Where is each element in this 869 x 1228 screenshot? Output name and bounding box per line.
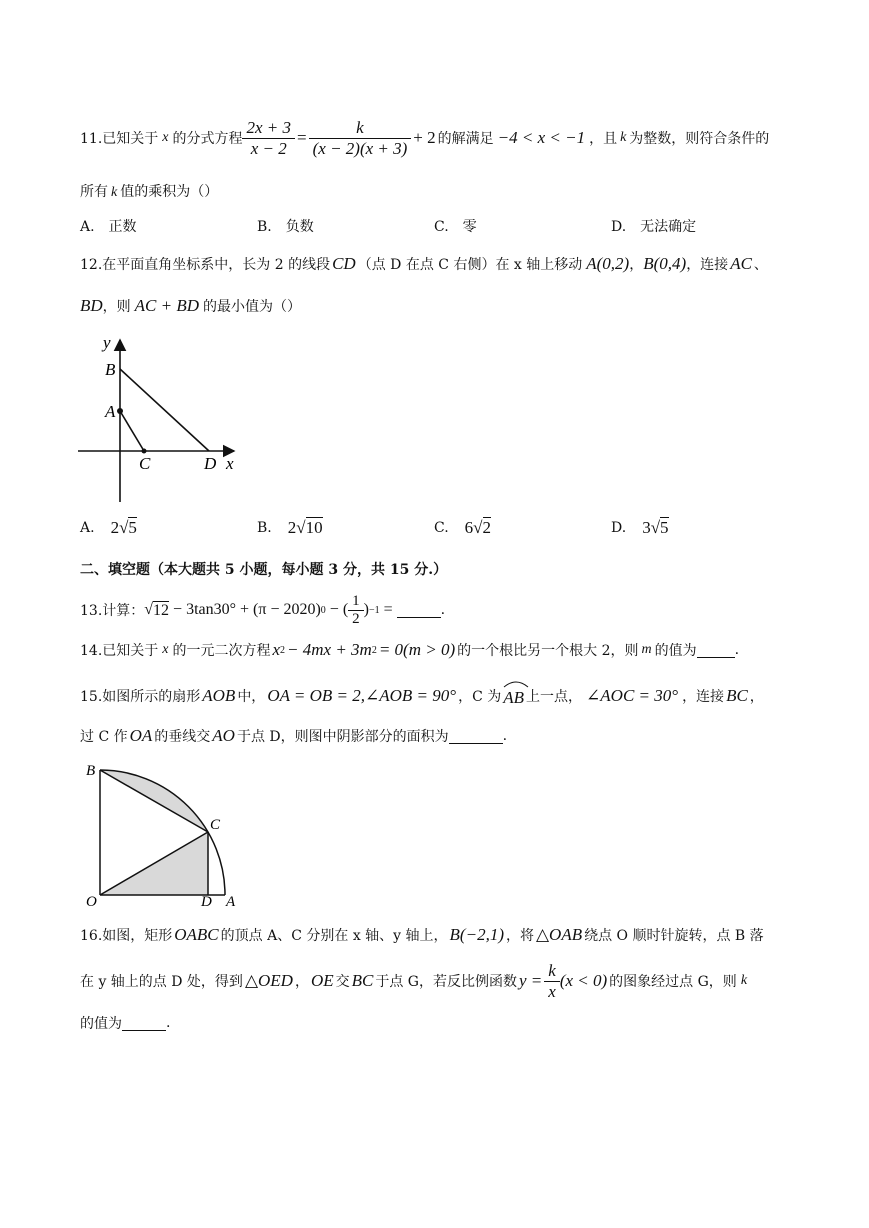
- q12-line2: BD ，则 AC + BD 的最小值为（）: [80, 296, 302, 315]
- q12-label-y: y: [103, 333, 111, 352]
- radical-sign-icon: √: [473, 517, 483, 537]
- q11-plus2: + 2: [413, 128, 436, 147]
- q11-fraction-1: $\frac{2x + 3}{x - 2}$: [242, 118, 295, 159]
- q11-var-x: x: [162, 130, 169, 145]
- q11-line1: [80, 114, 769, 162]
- q12-figure: [70, 330, 250, 508]
- q15-figure: [80, 760, 250, 910]
- q12-option-a[interactable]: A. 2 √ 5: [80, 517, 137, 537]
- q16-fraction: $\frac{k}{x}$: [544, 961, 560, 1002]
- q11-option-a[interactable]: A. 正数: [80, 219, 137, 235]
- q11-var-k: k: [620, 130, 627, 145]
- radical-sign-icon: √: [119, 517, 129, 537]
- q11-option-d[interactable]: D. 无法确定: [611, 219, 697, 235]
- q11-inequality: −4 < x < −1: [497, 128, 586, 147]
- q12-option-b[interactable]: B. 2 √ 10: [257, 517, 323, 537]
- q12-label-x: x: [226, 454, 234, 473]
- radical-sign-icon: √: [650, 517, 661, 537]
- q13-line: 13.计算： √ 12 − 3tan30° + (π − 2020) 0 − ( $\frac{1}{2}$ ) −1 = .: [80, 592, 446, 627]
- q12-label-d: D: [204, 454, 217, 473]
- q11-line2: 所有 k 值的乘积为（）: [80, 184, 219, 200]
- q12-label-a: A: [105, 402, 116, 421]
- q12-label-b: B: [105, 360, 116, 379]
- q13-answer-blank[interactable]: [397, 603, 441, 618]
- q15-label-d: D: [201, 894, 212, 910]
- q11-tail: ，且: [589, 131, 618, 147]
- radical-sign-icon: √: [144, 601, 154, 618]
- q14-answer-blank[interactable]: [697, 643, 735, 658]
- q12-label-c: C: [139, 454, 151, 473]
- q12-option-d[interactable]: D. 3 √ 5: [611, 517, 669, 537]
- q16-line3: 的值为 .: [80, 1015, 171, 1032]
- q15-arc-ab: AB: [503, 684, 524, 708]
- q15-label-a: A: [226, 894, 236, 910]
- q11-mid: 的分式方程: [172, 131, 243, 147]
- q12-segment-bd: [120, 369, 209, 451]
- q11-tail2: 为整数，则符合条件的: [629, 131, 770, 147]
- q15-line1: 15.如图所示的扇形 AOB 中， OA = OB = 2,∠AOB = 90° ，C 为 AB 上一点， ∠AOC = 30° ，连接 BC ，: [80, 684, 764, 708]
- q15-answer-blank[interactable]: [449, 729, 503, 744]
- q11-eq: =: [297, 128, 307, 147]
- radical-sign-icon: √: [296, 517, 306, 537]
- q16-line1: 16.如图，矩形 OABC 的顶点 A、C 分别在 x 轴、y 轴上， B(−2,1) ，将 △OAB 绕点 O 顺时针旋转，点 B 落: [80, 925, 764, 944]
- q11-lead: 11.已知关于: [80, 131, 159, 147]
- q15-label-b: B: [86, 763, 96, 779]
- q11-fraction-2: $\frac{k}{(x - 2)(x + 3)}$: [309, 118, 412, 159]
- q12-segment-ac: [120, 411, 144, 451]
- q15-chord-bc: [100, 770, 208, 832]
- arc-icon: [503, 680, 529, 688]
- section-heading: 二、填空题（本大题共 5 小题，每小题 3 分，共 15 分.）: [80, 562, 448, 578]
- q12-line1: 12.在平面直角坐标系中，长为 2 的线段 CD （点 D 在点 C 右侧）在 x 轴上移动 A(0,2) ， B(0,4) ，连接 AC 、: [80, 254, 768, 273]
- q15-label-c: C: [210, 817, 221, 833]
- q12-point-c: [142, 449, 147, 454]
- q13-fraction: $\frac{1}{2}$: [348, 593, 364, 628]
- q11-option-b[interactable]: B. 负数: [257, 219, 314, 235]
- q11-after: 的解满足: [437, 131, 494, 147]
- q11-option-c[interactable]: C. 零: [434, 219, 477, 235]
- q15-line2: 过 C 作 OA 的垂线交 AO 于点 D，则图中阴影部分的面积为 .: [80, 726, 508, 745]
- q16-line2: 在 y 轴上的点 D 处，得到 △OED ， OE 交 BC 于点 G，若反比例函数 y = $\frac{k}{x}$ (x < 0) 的图象经过点 G，则 k: [80, 960, 748, 1001]
- q14-line: 14.已知关于 x 的一元二次方程 x 2 − 4mx + 3m 2 = 0(m > 0) 的一个根比另一个根大 2，则 m 的值为 .: [80, 640, 740, 659]
- q12-option-c[interactable]: C. 6 √ 2: [434, 517, 492, 537]
- q16-answer-blank[interactable]: [122, 1016, 166, 1031]
- q15-label-o: O: [86, 894, 97, 910]
- q12-point-a: [117, 408, 123, 414]
